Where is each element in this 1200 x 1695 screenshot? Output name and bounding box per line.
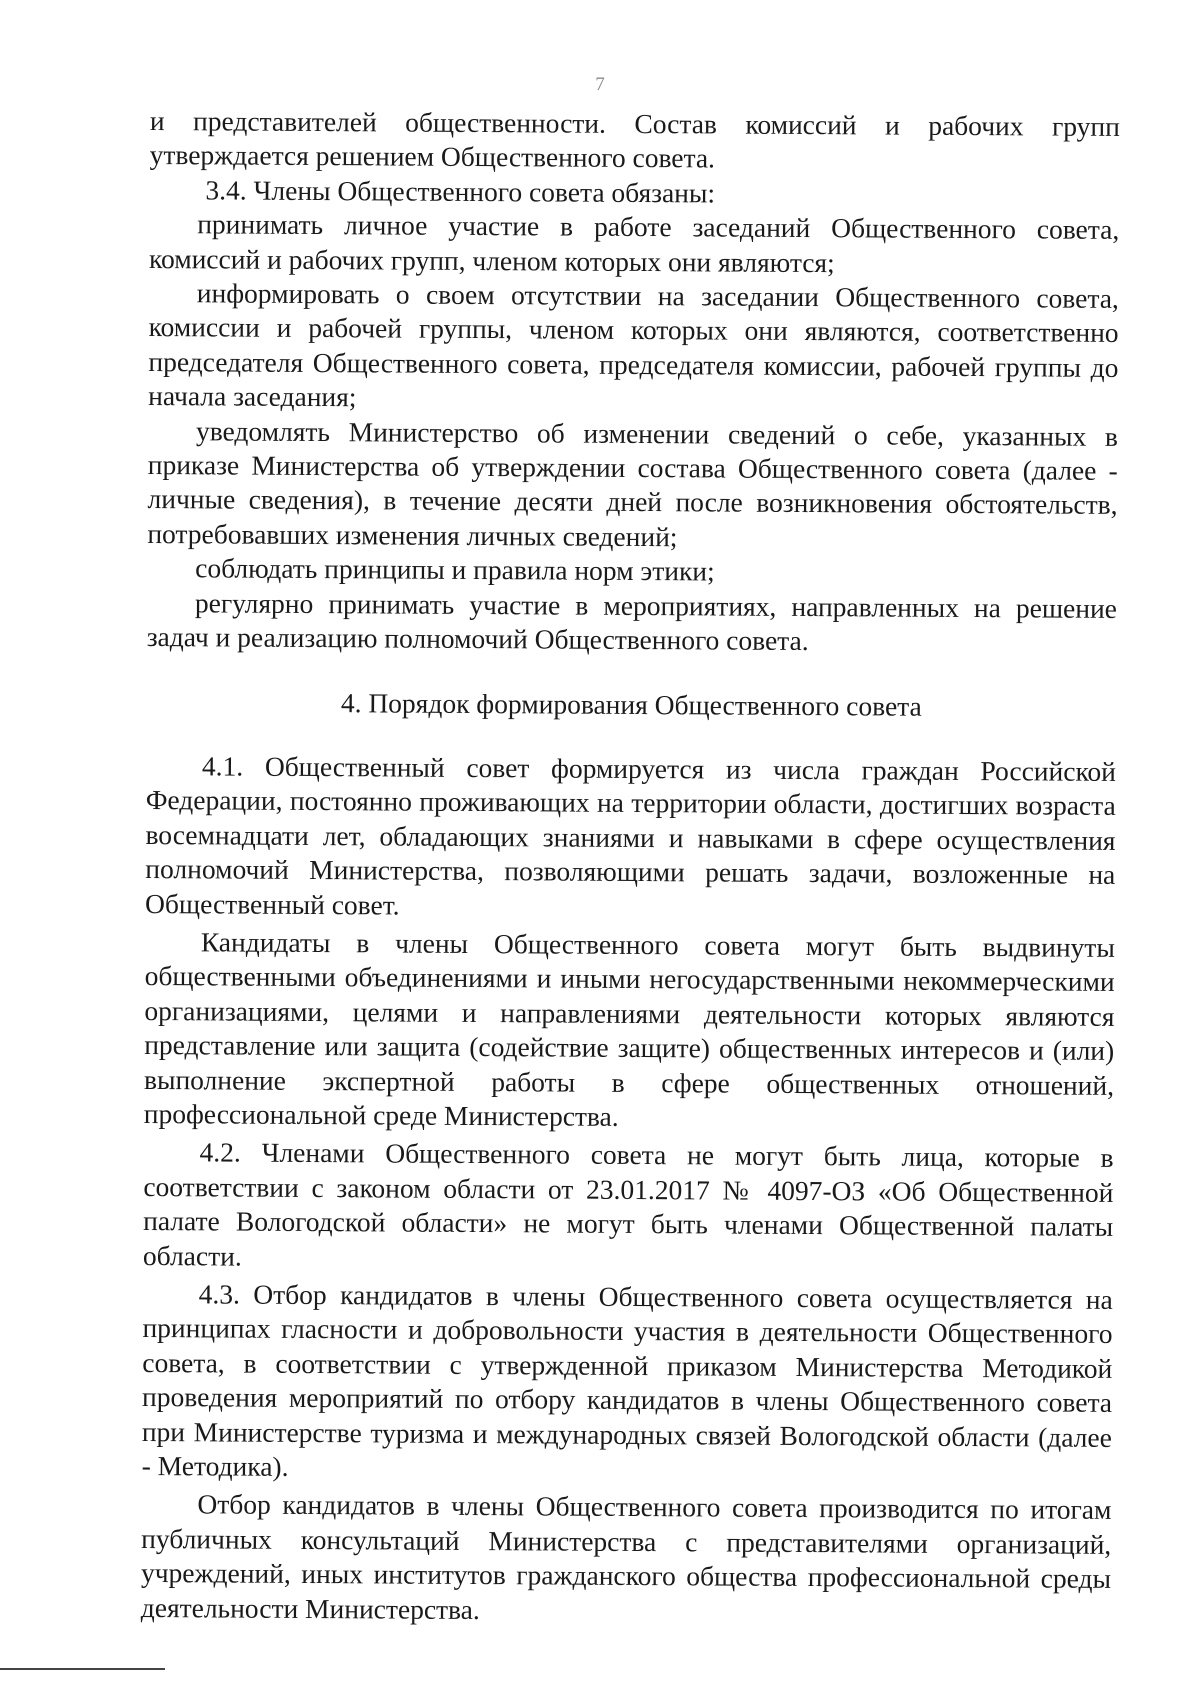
duty-item-regular-participation: регулярно принимать участие в мероприятиях, направленных на решение задач и реализацию полномочий Общественного совета.: [146, 586, 1118, 657]
paragraph-candidates: Кандидаты в члены Общественного совета могут быть выдвинуты общественными объединениями и иными негосударственными некоммерческими организациями, целями и направлениями деятельности которых являются представление или защита (содействие защите) общественных интересов и (или) выполнение экспертной работы в сфере общественных отношений, профессиональной среде Министерства.: [143, 926, 1115, 1132]
footer-rule: [0, 1668, 165, 1670]
paragraph-continuation: и представителей общественности. Состав комиссий и рабочих групп утверждается решением Общественного совета.: [149, 104, 1120, 174]
section-4-heading: 4. Порядок формирования Общественного совета: [340, 686, 922, 722]
duty-item-ethics: соблюдать принципы и правила норм этики;: [195, 552, 715, 587]
paragraph-selection: Отбор кандидатов в члены Общественного совета производится по итогам публичных консультаций Министерства с представителями организаций, учреждений, иных институтов гражданского общества профессиональной среды деятельности Министерства.: [140, 1488, 1112, 1625]
paragraph-4-3: 4.3. Отбор кандидатов в члены Общественного совета осуществляется на принципах гласности и добровольности участия в деятельности Общественного совета, в соответствии с утвержденной приказом Министерства Методикой проведения мероприятий по отбору кандидатов в члены Общественного совета при Министерстве туризма и международных связей Вологодской области (далее - Методика).: [141, 1278, 1113, 1482]
page-number: 7: [595, 74, 605, 95]
duty-item-inform-absence: информировать о своем отсутствии на заседании Общественного совета, комиссии и рабочей группы, членом которых они являются, соответственно председателя Общественного совета, председателя комиссии, рабочей группы до начала заседания;: [148, 277, 1119, 413]
paragraph-3-4: 3.4. Члены Общественного совета обязаны:: [205, 174, 716, 209]
duty-item-notify-changes: уведомлять Министерство об изменении сведений о себе, указанных в приказе Министерства об утверждении состава Общественного совета (далее - личные сведения), в течение десяти дней после возникновения обстоятельств, потребовавших изменения личных сведений;: [147, 414, 1119, 553]
paragraph-4-2: 4.2. Членами Общественного совета не могут быть лица, которые в соответствии с законом области от 23.01.2017 № 4097-ОЗ «Об Общественной палате Вологодской области» не могут быть членами Общественной палаты области.: [142, 1136, 1114, 1272]
document-body: [141, 104, 1120, 1631]
duty-item-participation: принимать личное участие в работе заседаний Общественного совета, комиссий и рабочих групп, членом которых они являются;: [148, 208, 1120, 278]
paragraph-4-1: 4.1. Общественный совет формируется из числа граждан Российской Федерации, постоянно проживающих на территории области, достигших возраста восемнадцати лет, обладающих знаниями и навыками в сфере осуществления полномочий Министерства, позволяющими решать задачи, возложенные на Общественный совет.: [145, 750, 1117, 921]
